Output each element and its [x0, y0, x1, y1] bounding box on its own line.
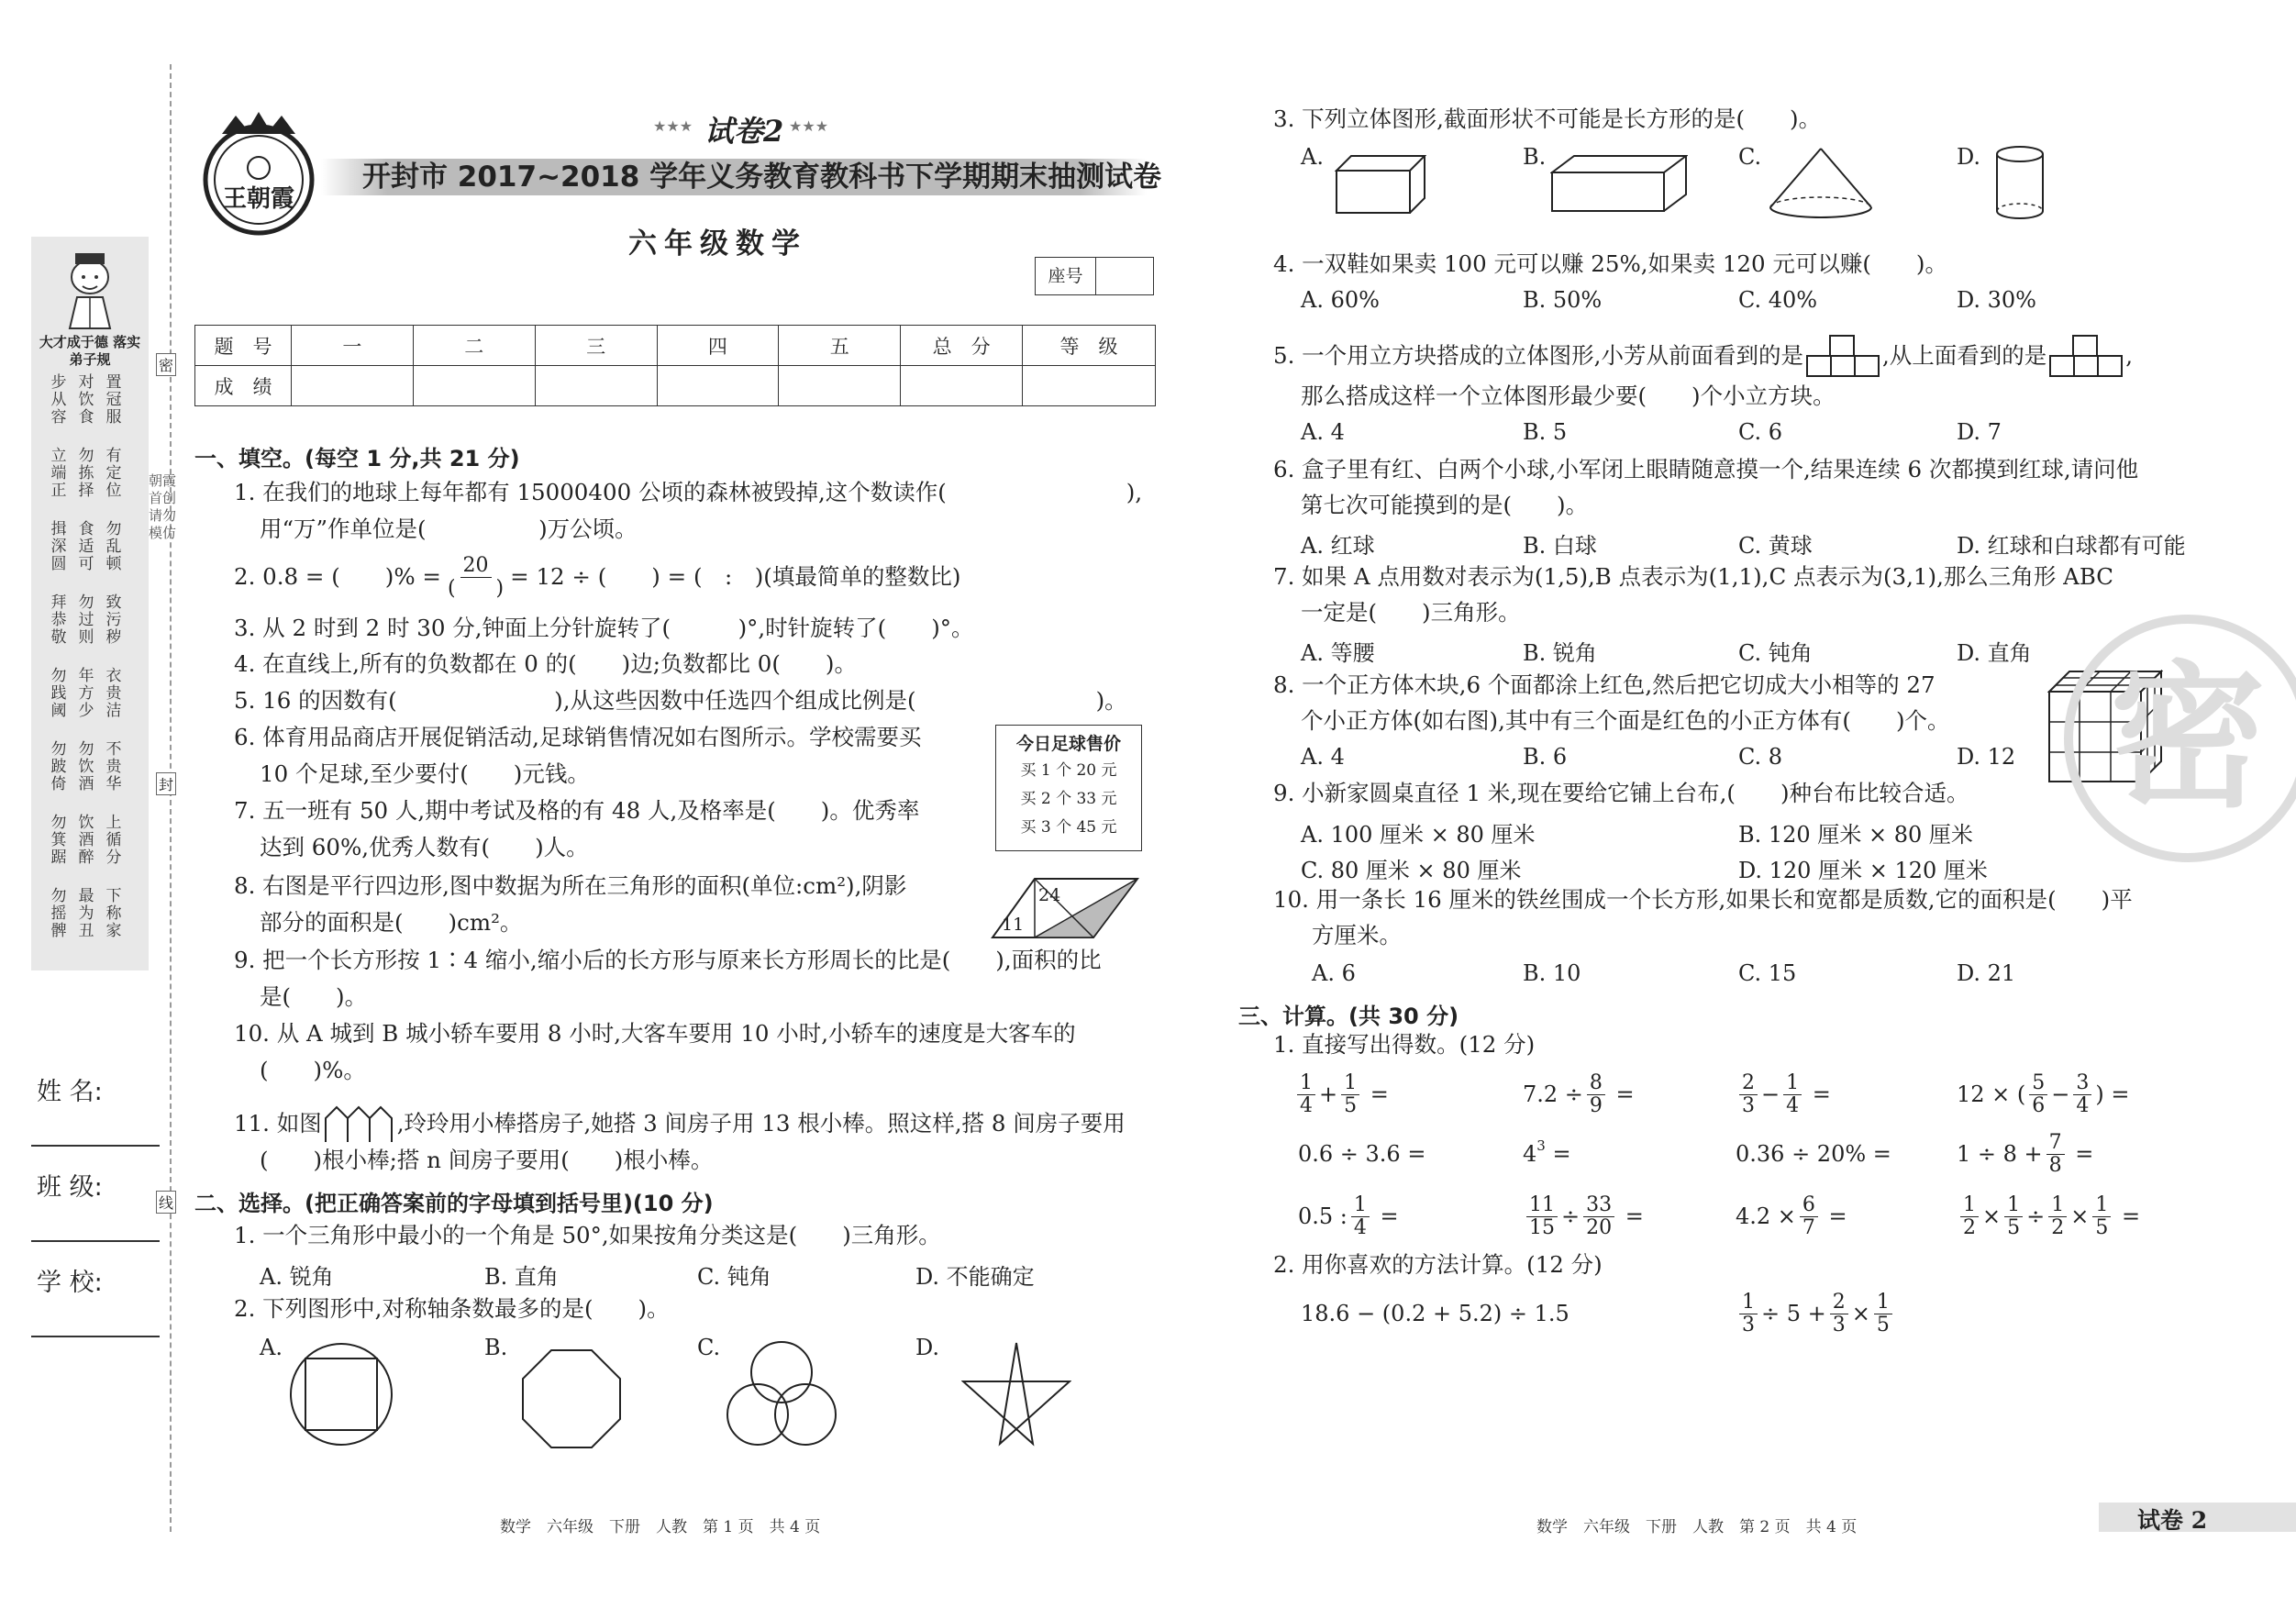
octagon-figure — [519, 1347, 624, 1451]
badge-stars-left: ★★★ — [653, 117, 693, 135]
watermark-seal: 密 — [2064, 615, 2296, 862]
s2-q4-opt-d[interactable]: D. 30% — [1957, 287, 2036, 313]
s2-q5-part-c: , — [2125, 342, 2134, 369]
rule-phrase: 不贵华 — [105, 740, 122, 793]
s2-q2-opt-a[interactable]: A. — [260, 1335, 283, 1360]
s2-q1-opt-a[interactable]: A. 锐角 — [260, 1264, 334, 1290]
s2-q8-opt-d[interactable]: D. 12 — [1957, 744, 2016, 770]
s1-q7-line2: 达到 60%,优秀人数有( )人。 — [260, 834, 589, 860]
rule-phrase: 步从容 — [50, 373, 67, 427]
s2-q3-opt-a[interactable]: A. — [1301, 144, 1324, 170]
calc-3-3: 4.2 × $\frac{6}{7}$ = — [1736, 1192, 1847, 1239]
s2-q6-line2: 第七次可能摸到的是( )。 — [1301, 492, 1589, 518]
s1-q9-line1: 9. 把一个长方形按 1∶4 缩小,缩小后的长方形与原来长方形周长的比是( ),面积的比 — [234, 947, 1102, 973]
s2-q1-opt-b[interactable]: B. 直角 — [484, 1264, 559, 1290]
score-row-label: 成 绩 — [195, 366, 292, 406]
calc-2-3: 0.36 ÷ 20% = — [1736, 1141, 1891, 1167]
student-name-line[interactable] — [31, 1145, 160, 1147]
calc-1-4: 12 × ( $\frac{5}{6}$ − $\frac{3}{4}$ ) = — [1957, 1070, 2130, 1117]
front-view-icon — [1805, 334, 1880, 378]
s2-q7-opt-d[interactable]: D. 直角 — [1957, 640, 2032, 666]
calc-2-1: 0.6 ÷ 3.6 = — [1298, 1141, 1426, 1167]
section2-title: 二、选择。(把正确答案前的字母填到括号里)(10 分) — [194, 1191, 714, 1216]
badge-stars-right: ★★★ — [789, 117, 829, 135]
s2-q10-opt-b[interactable]: B. 10 — [1523, 960, 1581, 986]
s2-q10-opt-d[interactable]: D. 21 — [1957, 960, 2016, 986]
s2-q6-line1: 6. 盒子里有红、白两个小球,小军闭上眼睛随意摸一个,结果连续 6 次都摸到红球,请问他 — [1273, 456, 2139, 482]
s2-q3-opt-c[interactable]: C. — [1738, 144, 1762, 170]
footer-badge: 试卷 2 — [2137, 1507, 2208, 1534]
student-name-label: 姓 名: — [37, 1078, 103, 1106]
score-cell-5[interactable] — [779, 366, 901, 406]
cuboid-b-figure — [1550, 154, 1688, 213]
s2-q7-line1: 7. 如果 A 点用数对表示为(1,5),B 点表示为(1,1),C 点表示为(3,1),那么三角形 ABC — [1273, 563, 2114, 590]
cylinder-figure — [1994, 145, 2046, 220]
parallelogram-label-24: 24 — [1038, 885, 1061, 905]
calc-1-2: 7.2 ÷ $\frac{8}{9}$ = — [1523, 1070, 1635, 1117]
rule-group — [50, 668, 141, 738]
s2-q8-opt-b[interactable]: B. 6 — [1523, 744, 1568, 770]
s1-q11-line1 — [234, 1105, 1126, 1142]
rule-phrase: 致污秽 — [105, 593, 122, 647]
rule-group — [50, 815, 141, 884]
s2-q9-opt-c[interactable]: C. 80 厘米 × 80 厘米 — [1301, 858, 1522, 883]
calc-2-4: 1 ÷ 8 + $\frac{7}{8}$ = — [1957, 1130, 2094, 1177]
s1-q11-part-b: ,玲玲用小棒搭房子,她搭 3 间房子用 13 根小棒。照这样,搭 8 间房子要用 — [396, 1110, 1126, 1137]
s2-q9-opt-a[interactable]: A. 100 厘米 × 80 厘米 — [1301, 822, 1536, 848]
s1-q8-line1: 8. 右图是平行四边形,图中数据为所在三角形的面积(单位:cm²),阴影 — [234, 872, 907, 899]
s2-q5-opt-b[interactable]: B. 5 — [1523, 419, 1568, 445]
score-cell-4[interactable] — [657, 366, 779, 406]
calc-3-4: $\frac{1}{2}$ × $\frac{1}{5}$ ÷ $\frac{1}{2}$ × $\frac{1}{5}$ = — [1957, 1189, 2140, 1244]
score-cell-3[interactable] — [535, 366, 657, 406]
s2-q4-opt-b[interactable]: B. 50% — [1523, 287, 1603, 313]
student-class-line[interactable] — [31, 1240, 160, 1242]
s1-q10-line1: 10. 从 A 城到 B 城小轿车要用 8 小时,大客车要用 10 小时,小轿车的速度是大客车的 — [234, 1020, 1076, 1047]
binding-mark-feng: 封 — [156, 772, 176, 795]
rule-phrase: 上循分 — [105, 814, 122, 867]
rule-group — [50, 888, 141, 958]
s2-q8-opt-a[interactable]: A. 4 — [1301, 744, 1345, 770]
s2-q5-opt-d[interactable]: D. 7 — [1957, 419, 2002, 445]
parallelogram-figure — [991, 876, 1147, 940]
s2-q10-line2: 方厘米。 — [1312, 922, 1402, 948]
rule-phrase: 最为丑 — [78, 887, 94, 940]
rule-phrase: 揖深圆 — [50, 520, 67, 573]
s2-q4-opt-a[interactable]: A. 60% — [1301, 287, 1380, 313]
score-header-1: 一 — [291, 326, 413, 366]
binding-mark-mi: 密 — [156, 353, 176, 376]
square-in-circle-figure — [288, 1341, 394, 1447]
footer-right: 数学 六年级 下册 人教 第 2 页 共 4 页 — [1536, 1518, 1858, 1536]
rule-phrase: 勿饮酒 — [78, 740, 94, 793]
s2-q2-opt-c[interactable]: C. — [697, 1335, 721, 1360]
parallelogram-label-11: 11 — [1002, 915, 1025, 935]
rule-phrase: 食适可 — [78, 520, 94, 573]
rule-phrase: 置冠服 — [105, 373, 122, 427]
binding-seal-text: 朝霞首创 请勿模仿 — [149, 472, 177, 541]
s2-q9-opt-d[interactable]: D. 120 厘米 × 120 厘米 — [1738, 858, 1988, 883]
s2-q1-opt-c[interactable]: C. 钝角 — [697, 1264, 771, 1290]
score-table — [194, 325, 1156, 406]
s1-q11-part-a: 11. 如图 — [234, 1110, 322, 1137]
rule-phrase: 饮酒醉 — [78, 814, 94, 867]
rule-phrase: 勿箕踞 — [50, 814, 67, 867]
binding-mark-xian: 线 — [156, 1191, 176, 1214]
s2-q9-opt-b[interactable]: B. 120 厘米 × 80 厘米 — [1738, 822, 1973, 848]
motto-panel — [31, 237, 149, 970]
score-cell-6[interactable] — [901, 366, 1023, 406]
stick-houses-icon — [324, 1105, 395, 1142]
score-header-4: 四 — [657, 326, 779, 366]
s2-q2-opt-d[interactable]: D. — [915, 1335, 940, 1360]
dashed-binding-line — [170, 64, 172, 1532]
s2-q5-part-a: 5. 一个用立方块搭成的立体图形,小芳从前面看到的是 — [1273, 342, 1803, 369]
rule-phrase: 勿拣择 — [78, 447, 94, 500]
calc-mixed-1: 18.6 − (0.2 + 5.2) ÷ 1.5 — [1301, 1301, 1569, 1326]
rule-group — [50, 374, 141, 444]
calc-3-1: 0.5 : $\frac{1}{4}$ = — [1298, 1192, 1399, 1239]
rule-phrase: 年方少 — [78, 667, 94, 720]
s1-q2-fraction: $\frac{20}{( )}$ — [447, 553, 505, 600]
logo-text: 王朝霞 — [222, 185, 294, 213]
rule-phrase: 下称家 — [105, 887, 122, 940]
s1-q1-line1: 1. 在我们的地球上每年都有 15000400 公顷的森林被毁掉,这个数读作( ), — [234, 479, 1143, 505]
publisher-logo — [194, 108, 323, 237]
score-header-6: 总 分 — [901, 326, 1023, 366]
s2-q7-opt-c[interactable]: C. 钝角 — [1738, 640, 1813, 666]
s1-q6-line1: 6. 体育用品商店开展促销活动,足球销售情况如右图所示。学校需要买 — [234, 724, 922, 750]
scholar-illustration — [55, 248, 125, 330]
student-school-line[interactable] — [31, 1336, 160, 1337]
student-class-label: 班 级: — [37, 1173, 103, 1202]
football-box-title: 今日足球售价 — [1015, 734, 1121, 754]
s1-q10-line2: ( )%。 — [260, 1057, 366, 1083]
rule-group — [50, 594, 141, 664]
s2-q5-part-b: ,从上面看到的是 — [1881, 342, 2047, 369]
rule-phrase: 勿跛倚 — [50, 740, 67, 793]
s2-q3-opt-b[interactable]: B. — [1523, 144, 1547, 170]
s2-q6-opt-a[interactable]: A. 红球 — [1301, 533, 1375, 559]
rule-phrase: 勿践阈 — [50, 667, 67, 720]
score-header-7: 等 级 — [1023, 326, 1156, 366]
s2-q10-opt-a[interactable]: A. 6 — [1312, 960, 1356, 986]
rule-phrase: 对饮食 — [78, 373, 94, 427]
s2-q5-opt-c[interactable]: C. 6 — [1738, 419, 1783, 445]
s2-q6-opt-c[interactable]: C. 黄球 — [1738, 533, 1813, 559]
section3-title: 三、计算。(共 30 分) — [1238, 1004, 1459, 1029]
s1-q8-line2: 部分的面积是( )cm²。 — [260, 909, 523, 936]
score-header-0: 题 号 — [195, 326, 292, 366]
s1-q1-line2: 用“万”作单位是( )万公顷。 — [260, 516, 638, 542]
s2-q4: 4. 一双鞋如果卖 100 元可以赚 25%,如果卖 120 元可以赚( )。 — [1273, 250, 1947, 277]
s2-q2: 2. 下列图形中,对称轴条数最多的是( )。 — [234, 1295, 670, 1322]
star-figure — [961, 1341, 1071, 1447]
rule-phrase: 勿过则 — [78, 593, 94, 647]
s3-part1-title: 1. 直接写出得数。(12 分) — [1273, 1031, 1536, 1058]
s1-q9-line2: 是( )。 — [260, 983, 368, 1010]
s2-q9: 9. 小新家圆桌直径 1 米,现在要给它铺上台布,( )种台布比较合适。 — [1273, 780, 1969, 806]
s2-q1-opt-d[interactable]: D. 不能确定 — [915, 1264, 1035, 1290]
s1-q2-part-a: 2. 0.8 = ( )% = — [234, 563, 441, 590]
rule-phrase: 立端正 — [50, 447, 67, 500]
s2-q10-opt-c[interactable]: C. 15 — [1738, 960, 1797, 986]
score-header-2: 二 — [413, 326, 535, 366]
s2-q3-opt-d[interactable]: D. — [1957, 144, 1981, 170]
rules-area — [50, 374, 141, 961]
s1-q4: 4. 在直线上,所有的负数都在 0 的( )边;负数都比 0( )。 — [234, 650, 857, 677]
rule-phrase: 勿乱顿 — [105, 520, 122, 573]
score-header-5: 五 — [779, 326, 901, 366]
calc-2-2: 4 $^3$ = — [1523, 1137, 1571, 1167]
seat-number-box[interactable] — [1035, 257, 1154, 295]
s2-q3: 3. 下列立体图形,截面形状不可能是长方形的是( )。 — [1273, 105, 1822, 132]
football-price-2: 买 2 个 33 元 — [1020, 790, 1117, 808]
top-view-icon — [2048, 334, 2124, 378]
s2-q4-opt-c[interactable]: C. 40% — [1738, 287, 1818, 313]
rule-phrase: 衣贵洁 — [105, 667, 122, 720]
football-price-1: 买 1 个 20 元 — [1020, 761, 1117, 780]
rule-group — [50, 741, 141, 811]
exam-badge: 试卷2 — [704, 114, 784, 149]
football-price-3: 买 3 个 45 元 — [1020, 818, 1117, 837]
s1-q11-line2: ( )根小棒;搭 n 间房子要用( )根小棒。 — [260, 1147, 714, 1173]
s1-q2-part-b: = 12 ÷ ( ) = ( : )(填最简单的整数比) — [510, 563, 961, 590]
cone-figure — [1766, 147, 1876, 220]
football-price-box — [995, 725, 1142, 851]
rule-phrase: 勿摇髀 — [50, 887, 67, 940]
score-cell-7[interactable] — [1023, 366, 1156, 406]
s2-q5-opt-a[interactable]: A. 4 — [1301, 419, 1345, 445]
motto-text: 大才成于德 落实弟子规 — [39, 334, 141, 368]
s2-q8-opt-c[interactable]: C. 8 — [1738, 744, 1783, 770]
calc-1-3: $\frac{2}{3}$ − $\frac{1}{4}$ = — [1736, 1067, 1831, 1122]
s3-part2-title: 2. 用你喜欢的方法计算。(12 分) — [1273, 1251, 1603, 1278]
s2-q5-line2: 那么搭成这样一个立体图形最少要( )个小立方块。 — [1301, 383, 1836, 409]
rule-group — [50, 448, 141, 517]
cuboid-a-figure — [1335, 154, 1426, 215]
score-header-3: 三 — [535, 326, 657, 366]
s2-q8-line2: 个小正方体(如右图),其中有三个面是红色的小正方体有( )个。 — [1301, 707, 1950, 734]
rule-phrase: 有定位 — [105, 447, 122, 500]
score-cell-1[interactable] — [291, 366, 413, 406]
score-cell-2[interactable] — [413, 366, 535, 406]
calc-1-1: $\frac{1}{4}$ + $\frac{1}{5}$ = — [1293, 1067, 1389, 1122]
s2-q1: 1. 一个三角形中最小的一个角是 50°,如果按角分类这是( )三角形。 — [234, 1222, 941, 1248]
rule-phrase: 拜恭敬 — [50, 593, 67, 647]
s2-q6-opt-b[interactable]: B. 白球 — [1523, 533, 1597, 559]
section1-title: 一、填空。(每空 1 分,共 21 分) — [194, 446, 520, 471]
s1-q5: 5. 16 的因数有( ),从这些因数中任选四个组成比例是( )。 — [234, 687, 1127, 714]
s2-q2-opt-b[interactable]: B. — [484, 1335, 508, 1360]
exam-title: 开封市 2017~2018 学年义务教育教科书下学期期末抽测试卷 — [362, 161, 1162, 194]
three-circles-figure — [725, 1339, 838, 1449]
s2-q6-opt-d[interactable]: D. 红球和白球都有可能 — [1957, 533, 2186, 559]
subject-title: 六年级数学 — [628, 227, 807, 261]
s1-q7-line1: 7. 五一班有 50 人,期中考试及格的有 48 人,及格率是( )。优秀率 — [234, 797, 920, 824]
s1-q2 — [234, 554, 960, 600]
calc-mixed-2: $\frac{1}{3}$ ÷ 5 + $\frac{2}{3}$ × $\frac{1}{5}$ — [1736, 1286, 1896, 1341]
student-school-label: 学 校: — [37, 1269, 103, 1297]
calc-3-2: $\frac{11}{15}$ ÷ $\frac{33}{20}$ = — [1523, 1189, 1644, 1244]
s2-q7-line2: 一定是( )三角形。 — [1301, 599, 1521, 626]
s1-q3: 3. 从 2 时到 2 时 30 分,钟面上分针旋转了( )°,时针旋转了( )°。 — [234, 615, 974, 641]
s2-q7-opt-a[interactable]: A. 等腰 — [1301, 640, 1375, 666]
s2-q7-opt-b[interactable]: B. 锐角 — [1523, 640, 1597, 666]
s2-q8-line1: 8. 一个正方体木块,6 个面都涂上红色,然后把它切成大小相等的 27 — [1273, 671, 1936, 698]
s1-q6-line2: 10 个足球,至少要付( )元钱。 — [260, 760, 590, 787]
s2-q10-line1: 10. 用一条长 16 厘米的铁丝围成一个长方形,如果长和宽都是质数,它的面积是( )平 — [1273, 886, 2133, 913]
s2-q5-line1 — [1273, 334, 2133, 378]
footer-left: 数学 六年级 下册 人教 第 1 页 共 4 页 — [500, 1518, 821, 1536]
rule-group — [50, 521, 141, 591]
seat-label: 座号 — [1036, 258, 1096, 294]
